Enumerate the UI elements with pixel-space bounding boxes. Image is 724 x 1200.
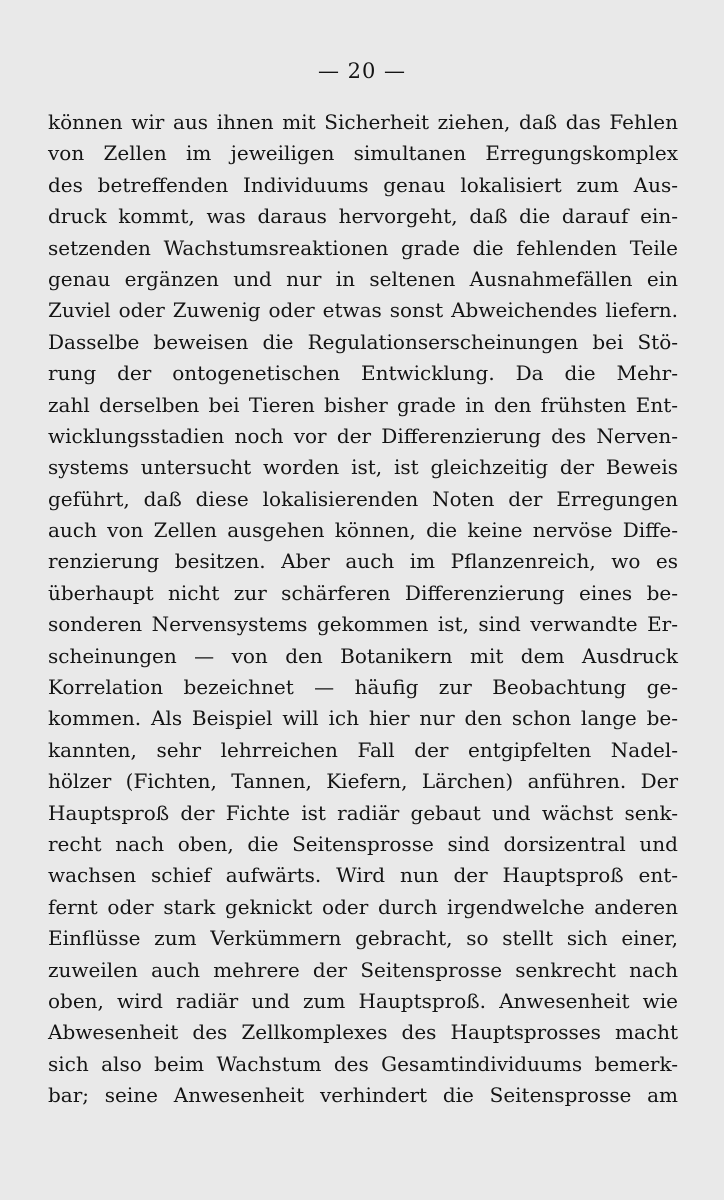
text-line: sonderen Nervensystems gekommen ist, sind verwandte Er- — [48, 612, 678, 637]
text-line: Korrelation bezeichnet — häufig zur Beobachtung ge- — [48, 675, 678, 700]
text-line: von Zellen im jeweiligen simultanen Erregungskomplex — [48, 141, 678, 166]
text-line: wicklungsstadien noch vor der Differenzierung des Nerven- — [48, 423, 678, 448]
text-line: rung der ontogenetischen Entwicklung. Da die Mehr- — [48, 361, 678, 386]
body-text — [48, 107, 678, 1112]
text-line: kannten, sehr lehrreichen Fall der entgipfelten Nadel- — [48, 737, 678, 762]
text-line: genau ergänzen und nur in seltenen Ausnahmefällen ein — [48, 266, 678, 291]
page-number: — 20 — — [317, 59, 407, 83]
text-line: fernt oder stark geknickt oder durch irgendwelche anderen — [48, 894, 678, 919]
text-line: auch von Zellen ausgehen können, die keine nervöse Diffe- — [48, 518, 678, 543]
text-line: Abwesenheit des Zellkomplexes des Hauptsprosses macht — [48, 1020, 678, 1045]
text-line: kommen. Als Beispiel will ich hier nur den schon lange be- — [48, 706, 678, 731]
text-line: druck kommt, was daraus hervorgeht, daß die darauf ein- — [48, 204, 678, 229]
text-line: geführt, daß diese lokalisierenden Noten der Erregungen — [48, 486, 678, 511]
text-line: des betreffenden Individuums genau lokalisiert zum Aus- — [48, 172, 678, 197]
text-line: Zuviel oder Zuwenig oder etwas sonst Abweichendes liefern. — [48, 298, 678, 323]
text-line: renzierung besitzen. Aber auch im Pflanzenreich, wo es — [48, 549, 678, 574]
text-line: zahl derselben bei Tieren bisher grade in den frühsten Ent- — [48, 392, 678, 417]
text-line: scheinungen — von den Botanikern mit dem Ausdruck — [48, 643, 678, 668]
text-line: oben, wird radiär und zum Hauptsproß. Anwesenheit wie — [48, 988, 678, 1013]
text-line: wachsen schief aufwärts. Wird nun der Hauptsproß ent- — [48, 863, 678, 888]
text-line: können wir aus ihnen mit Sicherheit ziehen, daß das Fehlen — [48, 110, 678, 134]
text-line: Hauptsproß der Fichte ist radiär gebaut und wächst senk- — [48, 800, 678, 825]
text-line: überhaupt nicht zur schärferen Differenzierung eines be- — [48, 580, 678, 605]
text-line: sich also beim Wachstum des Gesamtindividuums bemerk- — [48, 1051, 678, 1076]
text-line: bar; seine Anwesenheit verhindert die Seitensprosse am — [48, 1083, 678, 1108]
text-line: zuweilen auch mehrere der Seitensprosse senkrecht nach — [48, 957, 678, 982]
text-line: Einflüsse zum Verkümmern gebracht, so stellt sich einer, — [48, 926, 678, 951]
text-line: setzenden Wachstumsreaktionen grade die fehlenden Teile — [48, 235, 678, 260]
text-line: Dasselbe beweisen die Regulationserscheinungen bei Stö- — [48, 329, 678, 354]
text-line: hölzer (Fichten, Tannen, Kiefern, Lärchen) anführen. Der — [48, 769, 678, 794]
text-line: systems untersucht worden ist, ist gleichzeitig der Beweis — [48, 455, 678, 480]
text-line: recht nach oben, die Seitensprosse sind dorsizentral und — [48, 831, 678, 856]
